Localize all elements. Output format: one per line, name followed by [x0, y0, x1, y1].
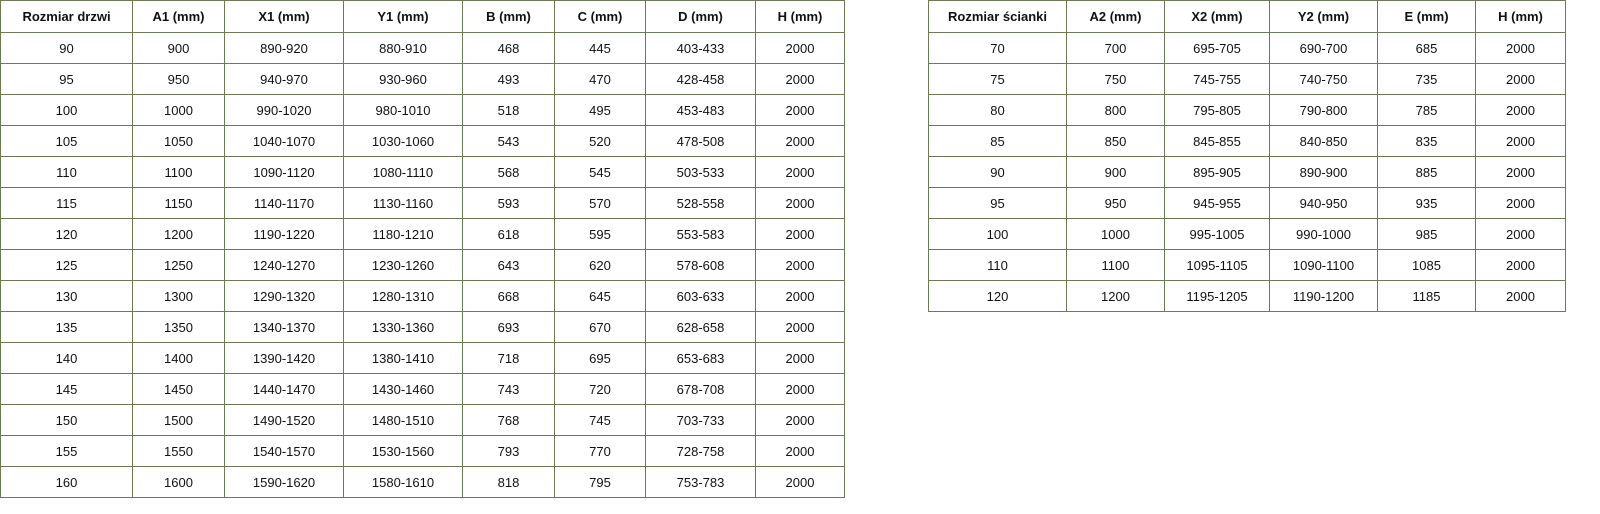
table-cell: 125 [1, 250, 133, 281]
table-cell: 100 [1, 95, 133, 126]
table-cell: 2000 [1476, 64, 1566, 95]
table-cell: 618 [463, 219, 555, 250]
table-cell: 890-920 [225, 33, 344, 64]
table-cell: 695 [555, 343, 646, 374]
table-cell: 80 [929, 95, 1067, 126]
table-cell: 930-960 [344, 64, 463, 95]
table-cell: 453-483 [646, 95, 756, 126]
table-row [929, 126, 1566, 157]
table-cell: 95 [929, 188, 1067, 219]
table-cell: 1040-1070 [225, 126, 344, 157]
table-cell: 2000 [756, 467, 845, 498]
table-cell: 493 [463, 64, 555, 95]
table-cell: 990-1000 [1270, 219, 1378, 250]
table-cell: 693 [463, 312, 555, 343]
table-cell: 818 [463, 467, 555, 498]
table-cell: 1280-1310 [344, 281, 463, 312]
table-row [929, 219, 1566, 250]
table-cell: 468 [463, 33, 555, 64]
table-cell: 1240-1270 [225, 250, 344, 281]
table-cell: 1200 [133, 219, 225, 250]
table-cell: 543 [463, 126, 555, 157]
table-cell: 620 [555, 250, 646, 281]
column-header-c: C (mm) [555, 1, 646, 33]
table-cell: 1380-1410 [344, 343, 463, 374]
table-cell: 1100 [133, 157, 225, 188]
table-cell: 568 [463, 157, 555, 188]
table-cell: 1490-1520 [225, 405, 344, 436]
table-cell: 145 [1, 374, 133, 405]
table-cell: 643 [463, 250, 555, 281]
table-cell: 120 [929, 281, 1067, 312]
table-cell: 700 [1067, 33, 1165, 64]
table-cell: 570 [555, 188, 646, 219]
table-cell: 518 [463, 95, 555, 126]
table-cell: 1100 [1067, 250, 1165, 281]
table-cell: 745-755 [1165, 64, 1270, 95]
table-cell: 1030-1060 [344, 126, 463, 157]
table-row [1, 312, 845, 343]
table-cell: 595 [555, 219, 646, 250]
table-cell: 985 [1378, 219, 1476, 250]
table-cell: 1090-1100 [1270, 250, 1378, 281]
table-cell: 2000 [756, 126, 845, 157]
column-header-a2: A2 (mm) [1067, 1, 1165, 33]
table-cell: 2000 [756, 374, 845, 405]
table-cell: 140 [1, 343, 133, 374]
table-cell: 1080-1110 [344, 157, 463, 188]
table-cell: 70 [929, 33, 1067, 64]
table-cell: 545 [555, 157, 646, 188]
table-cell: 670 [555, 312, 646, 343]
table-cell: 155 [1, 436, 133, 467]
table-cell: 528-558 [646, 188, 756, 219]
table-row [1, 467, 845, 498]
table-cell: 685 [1378, 33, 1476, 64]
table-cell: 940-950 [1270, 188, 1378, 219]
table-cell: 1540-1570 [225, 436, 344, 467]
table-cell: 768 [463, 405, 555, 436]
table-row [1, 126, 845, 157]
table-cell: 840-850 [1270, 126, 1378, 157]
table-cell: 428-458 [646, 64, 756, 95]
table-cell: 1200 [1067, 281, 1165, 312]
table-cell: 945-955 [1165, 188, 1270, 219]
table-cell: 2000 [756, 250, 845, 281]
table-cell: 735 [1378, 64, 1476, 95]
table-cell: 990-1020 [225, 95, 344, 126]
table-cell: 150 [1, 405, 133, 436]
table-cell: 750 [1067, 64, 1165, 95]
table-cell: 695-705 [1165, 33, 1270, 64]
table-cell: 728-758 [646, 436, 756, 467]
table-cell: 105 [1, 126, 133, 157]
table-cell: 770 [555, 436, 646, 467]
table-cell: 120 [1, 219, 133, 250]
walls-dimensions-section [928, 0, 1566, 312]
table-cell: 653-683 [646, 343, 756, 374]
table-cell: 593 [463, 188, 555, 219]
table-row [929, 281, 1566, 312]
table-cell: 478-508 [646, 126, 756, 157]
column-header-e: E (mm) [1378, 1, 1476, 33]
table-cell: 1300 [133, 281, 225, 312]
table-cell: 2000 [1476, 33, 1566, 64]
table-cell: 940-970 [225, 64, 344, 95]
column-header-x2: X2 (mm) [1165, 1, 1270, 33]
table-cell: 2000 [1476, 95, 1566, 126]
table-cell: 1150 [133, 188, 225, 219]
table-cell: 1290-1320 [225, 281, 344, 312]
table-cell: 1480-1510 [344, 405, 463, 436]
table-cell: 1050 [133, 126, 225, 157]
table-cell: 110 [1, 157, 133, 188]
column-header-a1: A1 (mm) [133, 1, 225, 33]
table-cell: 1095-1105 [1165, 250, 1270, 281]
table-cell: 1190-1220 [225, 219, 344, 250]
table-cell: 470 [555, 64, 646, 95]
table-cell: 2000 [756, 157, 845, 188]
table-cell: 1000 [1067, 219, 1165, 250]
table-cell: 1430-1460 [344, 374, 463, 405]
table-cell: 835 [1378, 126, 1476, 157]
table-cell: 890-900 [1270, 157, 1378, 188]
table-cell: 1340-1370 [225, 312, 344, 343]
table-cell: 1250 [133, 250, 225, 281]
table-cell: 900 [1067, 157, 1165, 188]
table-cell: 1130-1160 [344, 188, 463, 219]
table-cell: 95 [1, 64, 133, 95]
table-cell: 100 [929, 219, 1067, 250]
table-row [1, 436, 845, 467]
table-cell: 1085 [1378, 250, 1476, 281]
column-header-d: D (mm) [646, 1, 756, 33]
table-cell: 553-583 [646, 219, 756, 250]
table-cell: 720 [555, 374, 646, 405]
table-cell: 578-608 [646, 250, 756, 281]
column-header-y2: Y2 (mm) [1270, 1, 1378, 33]
table-header-row [1, 1, 845, 33]
table-cell: 2000 [756, 436, 845, 467]
table-row [929, 188, 1566, 219]
table-cell: 403-433 [646, 33, 756, 64]
table-row [1, 188, 845, 219]
table-row [929, 64, 1566, 95]
table-cell: 2000 [756, 405, 845, 436]
table-cell: 1600 [133, 467, 225, 498]
table-row [1, 374, 845, 405]
table-cell: 793 [463, 436, 555, 467]
table-cell: 495 [555, 95, 646, 126]
table-cell: 110 [929, 250, 1067, 281]
table-cell: 130 [1, 281, 133, 312]
table-cell: 2000 [1476, 157, 1566, 188]
table-cell: 800 [1067, 95, 1165, 126]
table-cell: 75 [929, 64, 1067, 95]
table-cell: 1530-1560 [344, 436, 463, 467]
table-cell: 950 [133, 64, 225, 95]
table-row [1, 95, 845, 126]
table-cell: 995-1005 [1165, 219, 1270, 250]
table-cell: 795-805 [1165, 95, 1270, 126]
table-cell: 1500 [133, 405, 225, 436]
table-cell: 2000 [1476, 126, 1566, 157]
column-header-x1: X1 (mm) [225, 1, 344, 33]
table-cell: 785 [1378, 95, 1476, 126]
table-cell: 850 [1067, 126, 1165, 157]
table-cell: 678-708 [646, 374, 756, 405]
table-cell: 895-905 [1165, 157, 1270, 188]
table-cell: 745 [555, 405, 646, 436]
column-header-y1: Y1 (mm) [344, 1, 463, 33]
table-cell: 1390-1420 [225, 343, 344, 374]
table-cell: 160 [1, 467, 133, 498]
table-cell: 880-910 [344, 33, 463, 64]
table-cell: 1400 [133, 343, 225, 374]
table-cell: 980-1010 [344, 95, 463, 126]
table-cell: 2000 [1476, 250, 1566, 281]
table-cell: 2000 [756, 281, 845, 312]
table-cell: 1440-1470 [225, 374, 344, 405]
table-cell: 668 [463, 281, 555, 312]
table-cell: 690-700 [1270, 33, 1378, 64]
table-cell: 2000 [1476, 188, 1566, 219]
table-cell: 2000 [756, 33, 845, 64]
table-cell: 2000 [1476, 219, 1566, 250]
table-cell: 703-733 [646, 405, 756, 436]
table-row [1, 281, 845, 312]
table-cell: 1185 [1378, 281, 1476, 312]
table-cell: 1190-1200 [1270, 281, 1378, 312]
table-row [1, 157, 845, 188]
table-cell: 1180-1210 [344, 219, 463, 250]
column-header-rozmiar-scianki: Rozmiar ścianki [929, 1, 1067, 33]
table-cell: 1090-1120 [225, 157, 344, 188]
table-cell: 753-783 [646, 467, 756, 498]
table-cell: 115 [1, 188, 133, 219]
table-row [1, 64, 845, 95]
table-header-row [929, 1, 1566, 33]
table-cell: 1140-1170 [225, 188, 344, 219]
table-row [929, 95, 1566, 126]
table-row [1, 405, 845, 436]
table-cell: 950 [1067, 188, 1165, 219]
table-cell: 445 [555, 33, 646, 64]
table-cell: 718 [463, 343, 555, 374]
column-header-rozmiar-drzwi: Rozmiar drzwi [1, 1, 133, 33]
table-cell: 2000 [756, 219, 845, 250]
table-cell: 885 [1378, 157, 1476, 188]
table-cell: 935 [1378, 188, 1476, 219]
table-cell: 2000 [1476, 281, 1566, 312]
table-cell: 1550 [133, 436, 225, 467]
table-cell: 743 [463, 374, 555, 405]
table-row [929, 33, 1566, 64]
table-cell: 790-800 [1270, 95, 1378, 126]
table-cell: 795 [555, 467, 646, 498]
table-cell: 740-750 [1270, 64, 1378, 95]
table-row [1, 343, 845, 374]
column-header-h: H (mm) [1476, 1, 1566, 33]
table-row [929, 157, 1566, 188]
table-cell: 135 [1, 312, 133, 343]
table-cell: 520 [555, 126, 646, 157]
table-cell: 2000 [756, 95, 845, 126]
column-header-h: H (mm) [756, 1, 845, 33]
table-cell: 1195-1205 [1165, 281, 1270, 312]
table-cell: 2000 [756, 343, 845, 374]
column-header-b: B (mm) [463, 1, 555, 33]
table-row [929, 250, 1566, 281]
table-cell: 85 [929, 126, 1067, 157]
table-cell: 1450 [133, 374, 225, 405]
walls-dimensions-table [928, 0, 1566, 312]
table-cell: 90 [929, 157, 1067, 188]
table-row [1, 250, 845, 281]
table-cell: 1000 [133, 95, 225, 126]
table-cell: 2000 [756, 64, 845, 95]
table-cell: 1230-1260 [344, 250, 463, 281]
table-cell: 1590-1620 [225, 467, 344, 498]
table-cell: 90 [1, 33, 133, 64]
table-cell: 645 [555, 281, 646, 312]
table-cell: 900 [133, 33, 225, 64]
table-cell: 1330-1360 [344, 312, 463, 343]
table-cell: 1350 [133, 312, 225, 343]
table-cell: 628-658 [646, 312, 756, 343]
table-cell: 503-533 [646, 157, 756, 188]
table-cell: 845-855 [1165, 126, 1270, 157]
table-cell: 1580-1610 [344, 467, 463, 498]
table-cell: 603-633 [646, 281, 756, 312]
table-cell: 2000 [756, 188, 845, 219]
table-row [1, 219, 845, 250]
table-cell: 2000 [756, 312, 845, 343]
table-row [1, 33, 845, 64]
